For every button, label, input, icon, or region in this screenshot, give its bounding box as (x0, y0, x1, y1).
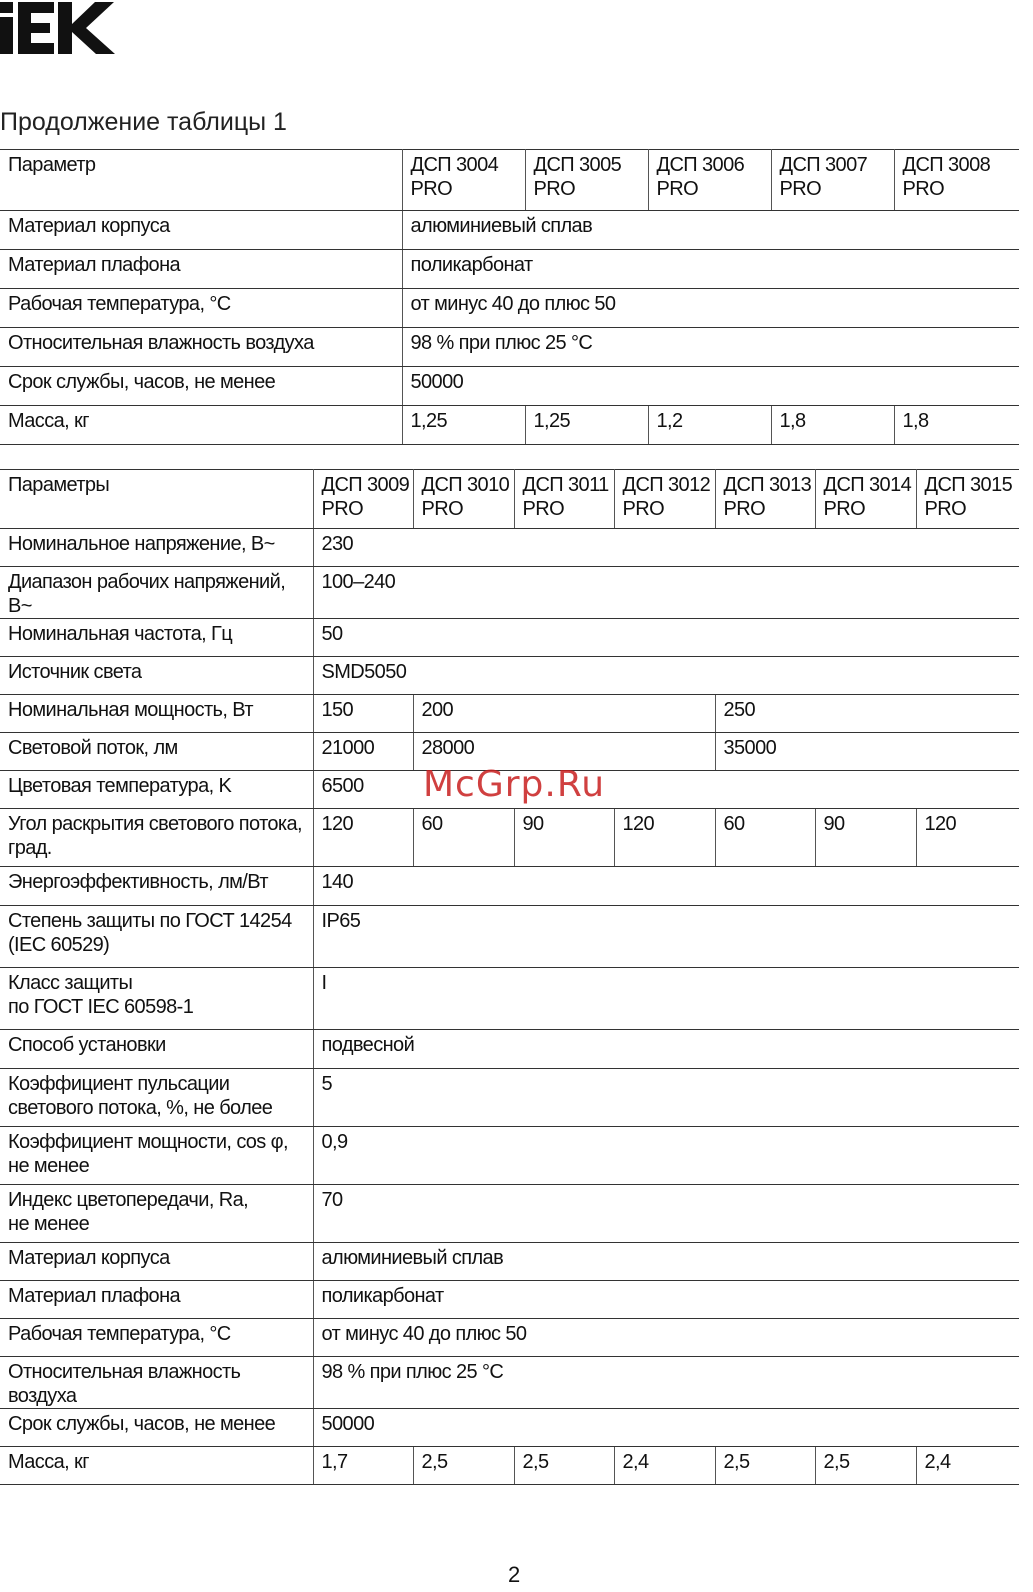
page-number: 2 (508, 1562, 521, 1587)
watermark: McGrp.Ru (423, 764, 606, 805)
value-cell: 60 (413, 809, 514, 867)
param-cell: Световой поток, лм (0, 733, 313, 771)
value-cell: 60 (715, 809, 815, 867)
value-cell: 1,25 (402, 406, 525, 445)
header-cell-model: ДСП 3006 PRO (648, 150, 771, 211)
value-cell: 1,25 (525, 406, 648, 445)
param-cell: Срок службы, часов, не менее (0, 1409, 313, 1447)
param-cell: Материал плафона (0, 1281, 313, 1319)
table-row (0, 211, 1019, 250)
value-cell: 98 % при плюс 25 °C (313, 1357, 1019, 1409)
value-cell: 50000 (313, 1409, 1019, 1447)
table-row (0, 1409, 1019, 1447)
value-cell: 250 (715, 695, 1019, 733)
param-cell: Материал корпуса (0, 1243, 313, 1281)
table-row (0, 529, 1019, 567)
value-cell: 28000 (413, 733, 715, 771)
value-cell: поликарбонат (402, 250, 1019, 289)
value-cell: 2,4 (916, 1447, 1019, 1485)
table-row (0, 1447, 1019, 1485)
param-cell: Класс защиты по ГОСТ IEC 60598-1 (0, 968, 313, 1030)
table-row (0, 470, 1019, 529)
value-cell: 90 (815, 809, 916, 867)
value-cell: 50 (313, 619, 1019, 657)
value-cell: 150 (313, 695, 413, 733)
value-cell: 120 (916, 809, 1019, 867)
value-cell: 2,5 (715, 1447, 815, 1485)
value-cell: I (313, 968, 1019, 1030)
header-cell-model: ДСП 3013 PRO (715, 470, 815, 529)
param-cell: Рабочая температура, °C (0, 289, 402, 328)
header-cell-model: ДСП 3005 PRO (525, 150, 648, 211)
header-cell-parameter: Параметр (0, 150, 402, 211)
param-cell: Номинальная частота, Гц (0, 619, 313, 657)
header-cell-model: ДСП 3012 PRO (614, 470, 715, 529)
value-cell: 230 (313, 529, 1019, 567)
table-row (0, 695, 1019, 733)
value-cell: 35000 (715, 733, 1019, 771)
param-cell: Относительная влажность воздуха (0, 328, 402, 367)
header-cell-model: ДСП 3007 PRO (771, 150, 894, 211)
param-cell: Рабочая температура, °C (0, 1319, 313, 1357)
table-row (0, 1185, 1019, 1243)
value-cell: подвесной (313, 1030, 1019, 1069)
param-cell: Энергоэффективность, лм/Вт (0, 867, 313, 906)
value-cell: 5 (313, 1069, 1019, 1127)
value-cell: алюминиевый сплав (313, 1243, 1019, 1281)
param-cell: Степень защиты по ГОСТ 14254 (IEC 60529) (0, 906, 313, 968)
param-cell: Индекс цветопередачи, Ra, не менее (0, 1185, 313, 1243)
value-cell: от минус 40 до плюс 50 (313, 1319, 1019, 1357)
table-row (0, 328, 1019, 367)
param-cell: Коэффициент мощности, cos φ, не менее (0, 1127, 313, 1185)
param-cell: Материал корпуса (0, 211, 402, 250)
header-cell-model: ДСП 3011 PRO (514, 470, 614, 529)
value-cell: 90 (514, 809, 614, 867)
value-cell: 1,7 (313, 1447, 413, 1485)
value-cell: 140 (313, 867, 1019, 906)
param-cell: Масса, кг (0, 406, 402, 445)
table-row (0, 567, 1019, 619)
table-row (0, 250, 1019, 289)
table-row (0, 289, 1019, 328)
header-cell-model: ДСП 3004 PRO (402, 150, 525, 211)
table-caption: Продолжение таблицы 1 (0, 108, 287, 136)
value-cell: 2,5 (413, 1447, 514, 1485)
param-cell: Материал плафона (0, 250, 402, 289)
value-cell: 21000 (313, 733, 413, 771)
param-cell: Относительная влажность воздуха (0, 1357, 313, 1409)
spec-table-2 (0, 469, 1019, 1485)
value-cell: 2,5 (514, 1447, 614, 1485)
table-row (0, 867, 1019, 906)
value-cell: 70 (313, 1185, 1019, 1243)
header-cell-model: ДСП 3008 PRO (894, 150, 1019, 211)
value-cell: 120 (614, 809, 715, 867)
value-cell: IP65 (313, 906, 1019, 968)
value-cell: 2,5 (815, 1447, 916, 1485)
value-cell: 1,2 (648, 406, 771, 445)
value-cell: поликарбонат (313, 1281, 1019, 1319)
table-row (0, 1030, 1019, 1069)
param-cell: Источник света (0, 657, 313, 695)
param-cell: Цветовая температура, K (0, 771, 313, 809)
table-row (0, 1243, 1019, 1281)
value-cell: SMD5050 (313, 657, 1019, 695)
table-row (0, 1319, 1019, 1357)
header-cell-model: ДСП 3014 PRO (815, 470, 916, 529)
table-row (0, 150, 1019, 211)
value-cell: 50000 (402, 367, 1019, 406)
param-cell: Способ установки (0, 1030, 313, 1069)
header-cell-parameter: Параметры (0, 470, 313, 529)
param-cell: Номинальная мощность, Вт (0, 695, 313, 733)
value-cell: 0,9 (313, 1127, 1019, 1185)
param-cell: Масса, кг (0, 1447, 313, 1485)
param-cell: Угол раскрытия светового потока, град. (0, 809, 313, 867)
iek-logo (0, 2, 116, 54)
table-row (0, 1281, 1019, 1319)
value-cell: 6500 (313, 771, 1019, 809)
table-row (0, 809, 1019, 867)
value-cell: 1,8 (771, 406, 894, 445)
value-cell: 1,8 (894, 406, 1019, 445)
table-row (0, 619, 1019, 657)
value-cell: 100–240 (313, 567, 1019, 619)
table-row (0, 1127, 1019, 1185)
param-cell: Диапазон рабочих напряжений, В~ (0, 567, 313, 619)
spec-table-1 (0, 149, 1019, 445)
header-cell-model: ДСП 3015 PRO (916, 470, 1019, 529)
table-row (0, 906, 1019, 968)
table-row (0, 657, 1019, 695)
table-row (0, 367, 1019, 406)
table-row (0, 406, 1019, 445)
table-row (0, 1357, 1019, 1409)
param-cell: Коэффициент пульсации светового потока, %, не более (0, 1069, 313, 1127)
table-row (0, 1069, 1019, 1127)
value-cell: 120 (313, 809, 413, 867)
value-cell: 200 (413, 695, 715, 733)
table-row (0, 968, 1019, 1030)
value-cell: от минус 40 до плюс 50 (402, 289, 1019, 328)
param-cell: Номинальное напряжение, В~ (0, 529, 313, 567)
value-cell: 2,4 (614, 1447, 715, 1485)
value-cell: 98 % при плюс 25 °C (402, 328, 1019, 367)
header-cell-model: ДСП 3010 PRO (413, 470, 514, 529)
value-cell: алюминиевый сплав (402, 211, 1019, 250)
param-cell: Срок службы, часов, не менее (0, 367, 402, 406)
header-cell-model: ДСП 3009 PRO (313, 470, 413, 529)
